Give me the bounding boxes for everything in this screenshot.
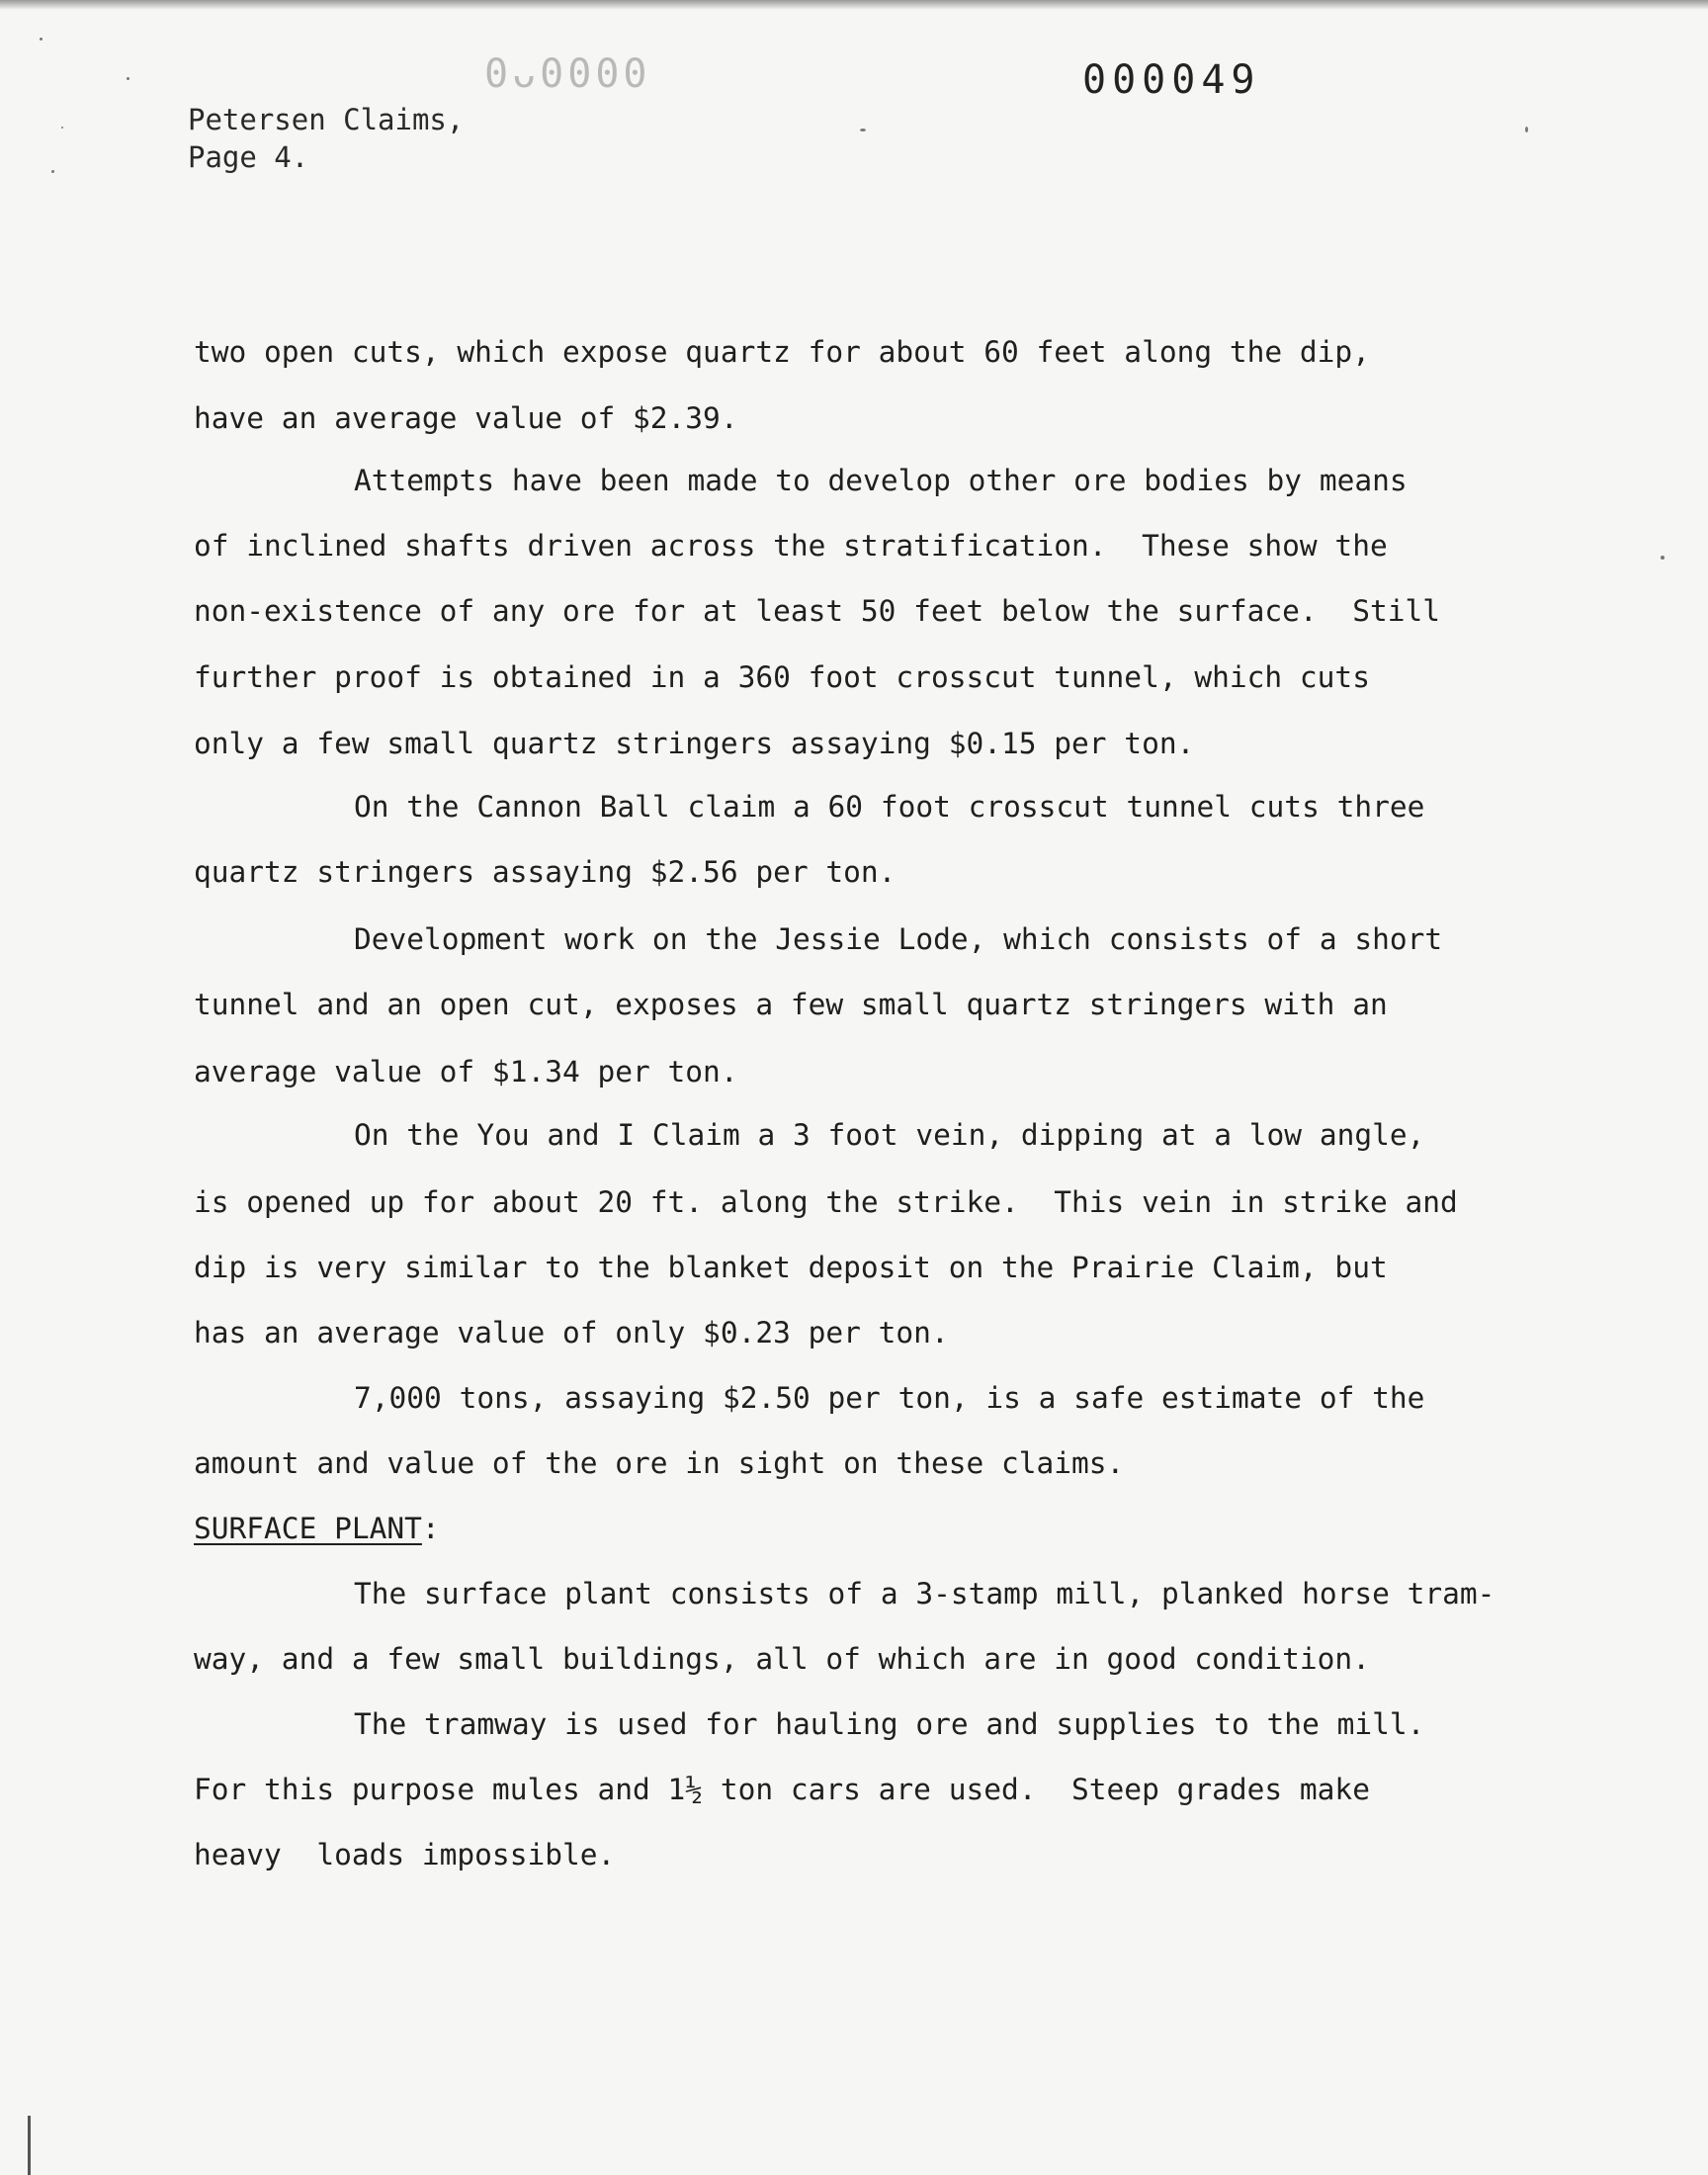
- body-line: Attempts have been made to develop other ore bodies by means: [354, 464, 1408, 497]
- body-line: only a few small quartz stringers assaying $0.15 per ton.: [194, 727, 1195, 760]
- speck: [1661, 556, 1665, 560]
- body-line: of inclined shafts driven across the stratification. These show the: [194, 529, 1388, 563]
- header-title: Petersen Claims,: [188, 103, 465, 136]
- section-heading-colon: :: [421, 1512, 440, 1545]
- speck: [40, 38, 43, 41]
- body-line: 7,000 tons, assaying $2.50 per ton, is a safe estimate of the: [354, 1381, 1425, 1415]
- body-line: have an average value of $2.39.: [194, 401, 738, 435]
- body-line: way, and a few small buildings, all of which are in good condition.: [194, 1642, 1370, 1676]
- body-line: On the You and I Claim a 3 foot vein, dipping at a low angle,: [354, 1118, 1425, 1152]
- body-line: tunnel and an open cut, exposes a few small quartz stringers with an: [194, 988, 1388, 1021]
- section-heading: [194, 1509, 440, 1548]
- scan-edge-mark: [28, 2116, 31, 2175]
- body-line: The surface plant consists of a 3-stamp mill, planked horse tram-: [354, 1577, 1495, 1610]
- body-line: Development work on the Jessie Lode, which consists of a short: [354, 922, 1443, 956]
- body-line: two open cuts, which expose quartz for about 60 feet along the dip,: [194, 335, 1370, 369]
- body-line: average value of $1.34 per ton.: [194, 1055, 738, 1088]
- scan-top-edge: [0, 0, 1708, 10]
- body-line: heavy loads impossible.: [194, 1838, 616, 1871]
- body-line: non-existence of any ore for at least 50 feet below the surface. Still: [194, 594, 1440, 628]
- speck: [860, 129, 866, 131]
- speck: [51, 170, 54, 173]
- section-heading-text: SURFACE PLANT: [194, 1512, 422, 1545]
- page-header: [188, 101, 464, 176]
- body-line: quartz stringers assaying $2.56 per ton.: [194, 855, 897, 889]
- body-line: On the Cannon Ball claim a 60 foot crosscut tunnel cuts three: [354, 790, 1425, 824]
- speck: [61, 127, 63, 129]
- body-line: dip is very similar to the blanket deposit on the Prairie Claim, but: [194, 1251, 1388, 1284]
- header-page: Page 4.: [188, 140, 309, 174]
- document-stamp-number: 000049: [1082, 57, 1261, 103]
- speck: [1525, 127, 1528, 132]
- faint-stamp-number: 0ᴗ0000: [484, 51, 651, 97]
- body-line: has an average value of only $0.23 per ton.: [194, 1316, 949, 1349]
- body-line: The tramway is used for hauling ore and supplies to the mill.: [354, 1707, 1425, 1741]
- body-line: is opened up for about 20 ft. along the strike. This vein in strike and: [194, 1185, 1458, 1219]
- body-line: amount and value of the ore in sight on these claims.: [194, 1446, 1125, 1480]
- body-line: further proof is obtained in a 360 foot crosscut tunnel, which cuts: [194, 660, 1370, 694]
- body-line: For this purpose mules and 1½ ton cars are used. Steep grades make: [194, 1773, 1370, 1806]
- speck: [127, 77, 129, 80]
